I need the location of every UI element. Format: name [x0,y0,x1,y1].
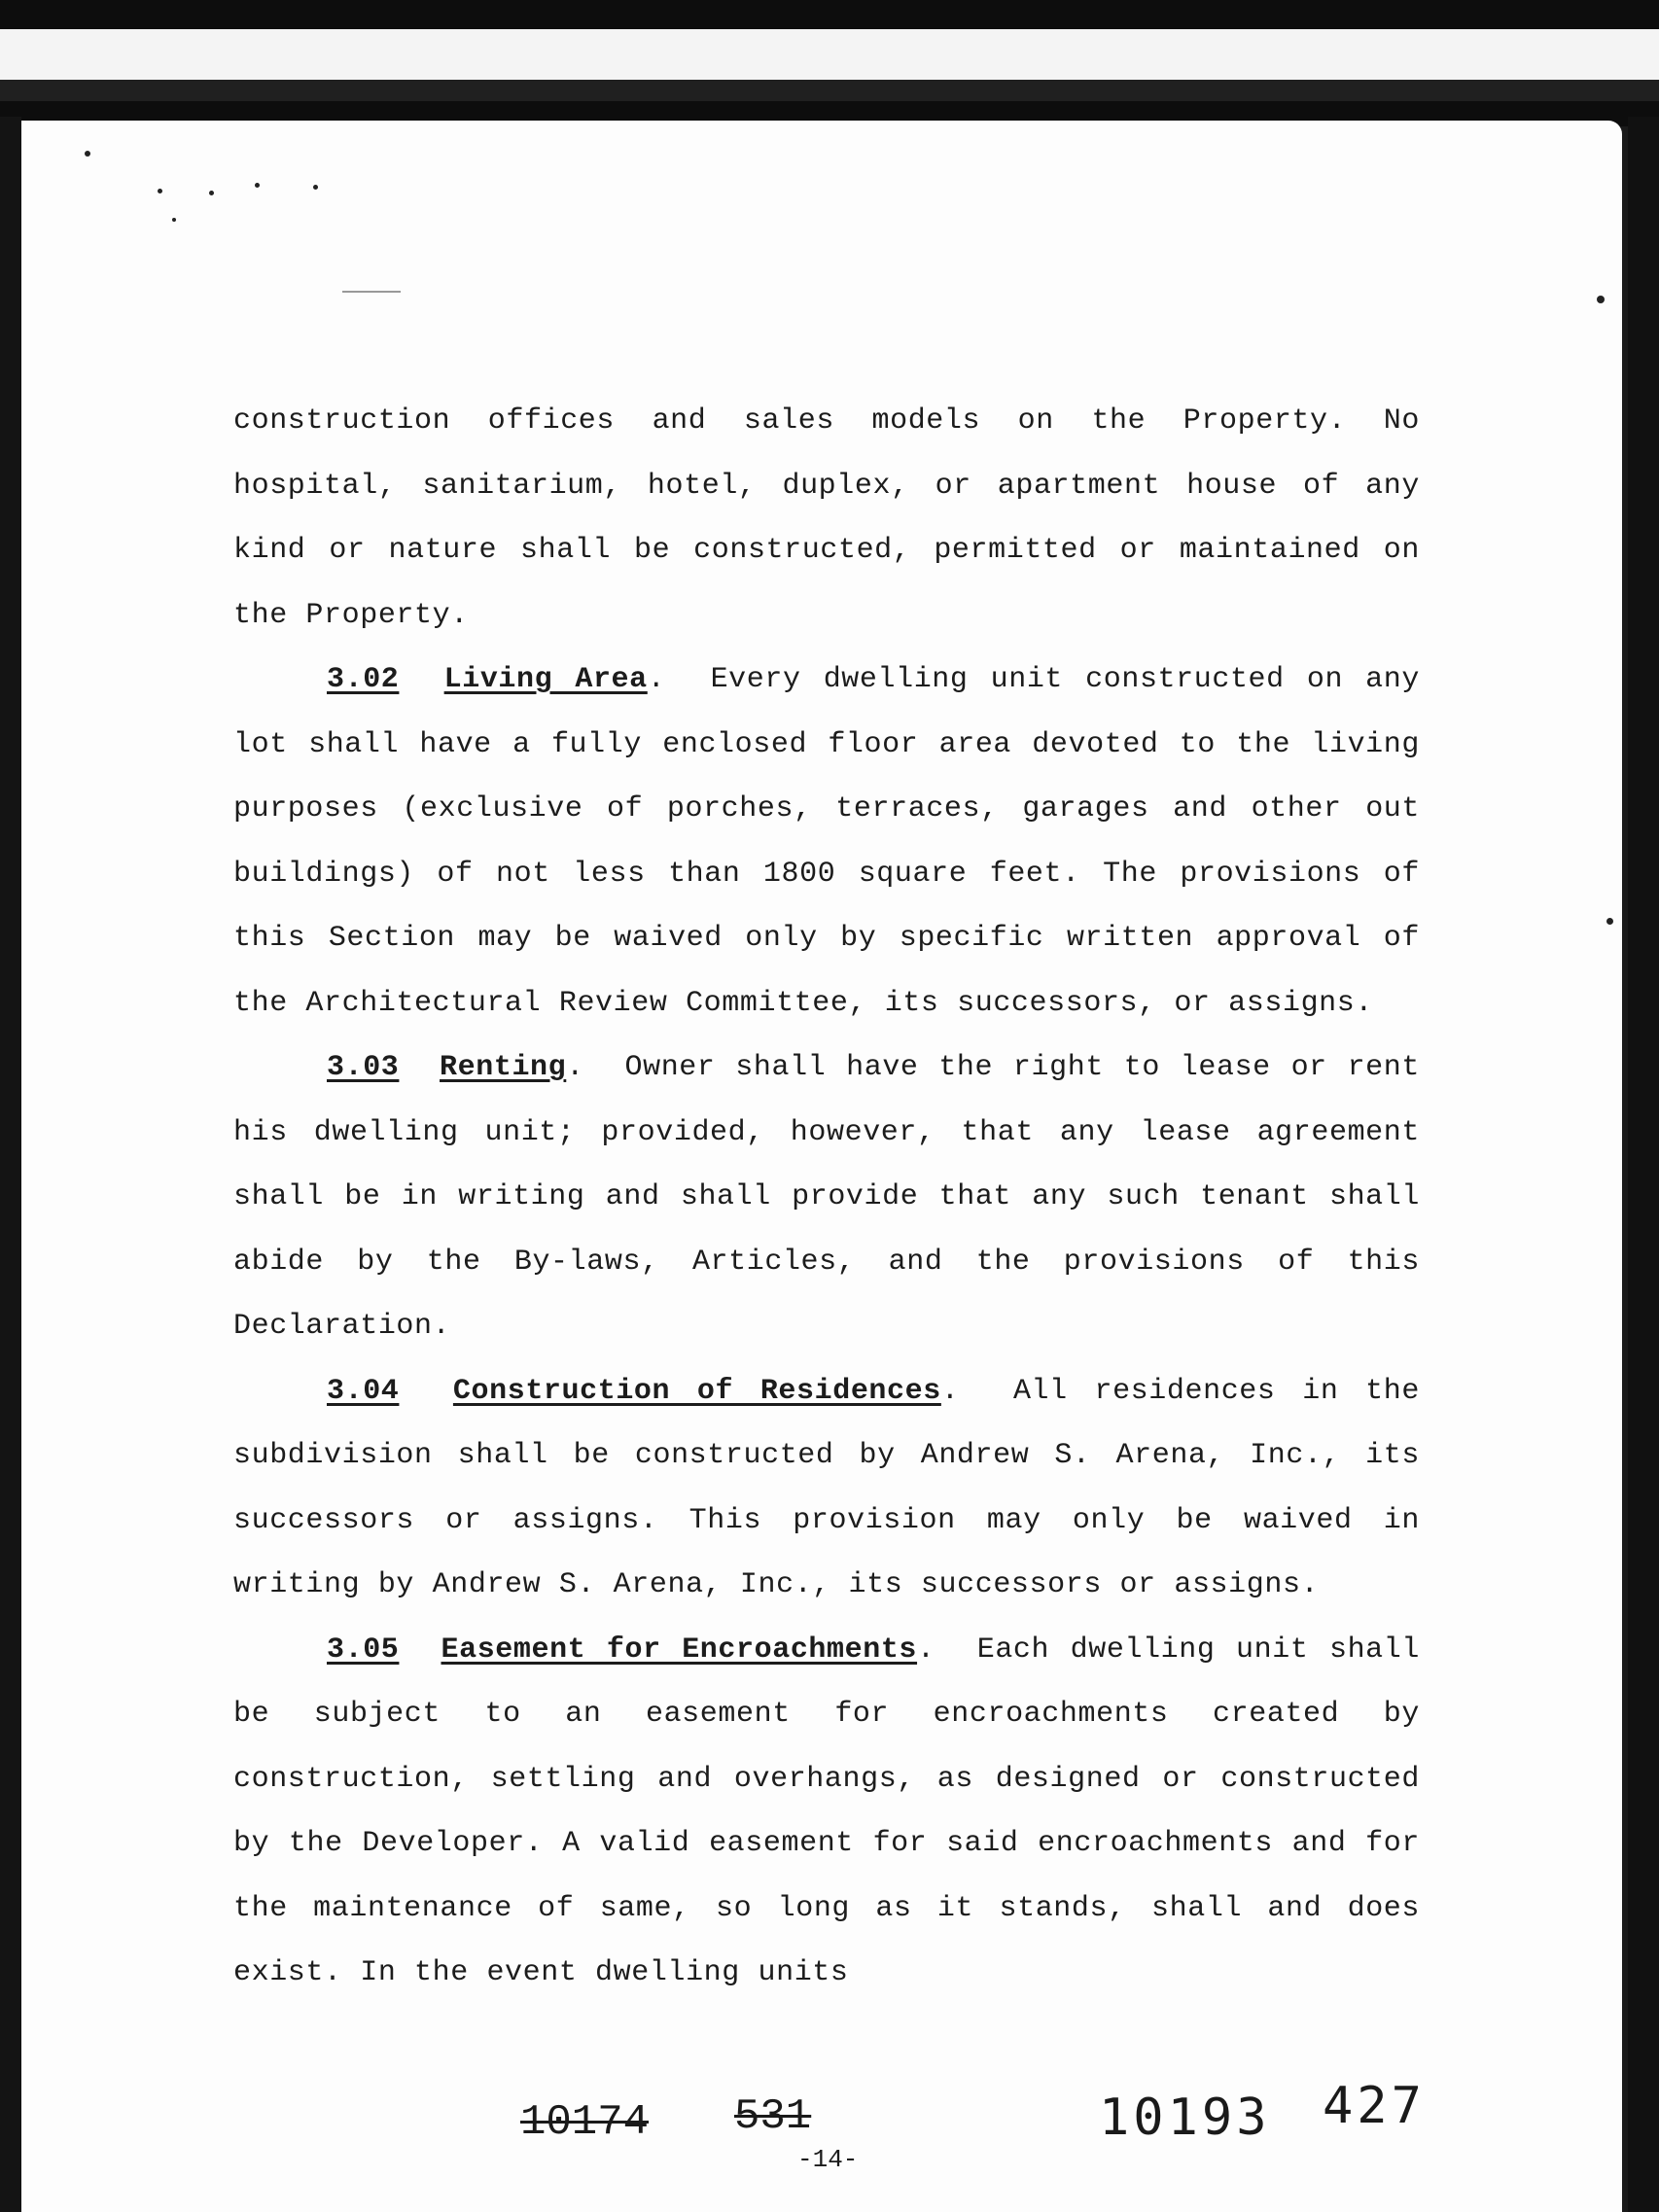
document-body [233,389,1420,2006]
page-number: -14- [797,2145,859,2174]
scan-light-strip [0,29,1659,88]
section-number: 3.04 [327,1374,400,1408]
section-text: Owner shall have the right to lease or rent his dwelling unit; provided, however, that any lease agreement shall be in writing and shall provide that any such tenant shall abide by the By-laws, Articles, and the provisions of this Declaration. [233,1051,1420,1343]
struck-record-number-1: 10174 [520,2098,650,2147]
section-heading: Renting [440,1051,567,1084]
section-heading: Living Area [443,663,648,696]
section-text: Each dwelling unit shall be subject to an easement for encroachments created by construction, settling and overhangs, as designed or constructed by the Developer. A valid easement for said encroachments and for the maintenance of same, so long as it stands, shall and does exist. In the event dwelling units [233,1633,1420,1989]
section-text: Every dwelling unit constructed on any lot shall have a fully enclosed floor area devoted to the living purposes (exclusive of porches, terraces, garages and other out buildings) of not less than 1800 square feet. The provisions of this Section may be waived only by specific written approval of the Architectural Review Committee, its successors, or assigns. [233,663,1420,1020]
section-number: 3.05 [327,1633,400,1667]
section-text: All residences in the subdivision shall be constructed by Andrew S. Arena, Inc., its successors or assigns. This provision may only be waived in writing by Andrew S. Arena, Inc., its successors or assigns. [233,1374,1420,1601]
paragraph-text: construction offices and sales models on the Property. No hospital, sanitarium, hotel, duplex, or apartment house of any kind or nature shall be constructed, permitted or maintained on the Property. [233,404,1420,632]
document-footer [0,2077,1659,2176]
section-number: 3.03 [327,1051,400,1084]
section-3-03: 3.03 Renting. Owner shall have the right to lease or rent his dwelling unit; provided, however, that any lease agreement shall be in writing and shall provide that any such tenant shall abide by the By-laws, Articles, and the provisions of this Declaration. [233,1051,1420,1343]
record-stamp-book: 10193 [1099,2089,1271,2147]
scan-right-border [1628,117,1659,2212]
struck-record-number-2: 531 [734,2092,812,2141]
record-stamp-page: 427 [1323,2077,1426,2135]
paragraph-continuation [233,389,1420,648]
section-3-04: 3.04 Construction of Residences. All residences in the subdivision shall be constructed by Andrew S. Arena, Inc., its successors or assigns. This provision may only be waived in writing by Andrew S. Arena, Inc., its successors or assigns. [233,1374,1420,1601]
section-heading: Construction of Residences [452,1374,941,1408]
section-number: 3.02 [327,663,400,696]
scan-left-border [0,117,21,2212]
section-heading: Easement for Encroachments [441,1633,918,1667]
section-3-05: 3.05 Easement for Encroachments. Each dwelling unit shall be subject to an easement for encroachments created by construction, settling and overhangs, as designed or constructed by the Developer. A valid easement for said encroachments and for the maintenance of same, so long as it stands, shall and does exist. In the event dwelling units [233,1633,1420,1989]
section-3-02: 3.02 Living Area. Every dwelling unit constructed on any lot shall have a fully enclosed floor area devoted to the living purposes (exclusive of porches, terraces, garages and other out buildings) of not less than 1800 square feet. The provisions of this Section may be waived only by specific written approval of the Architectural Review Committee, its successors, or assigns. [233,663,1420,1020]
scan-strip-edge [0,80,1659,101]
